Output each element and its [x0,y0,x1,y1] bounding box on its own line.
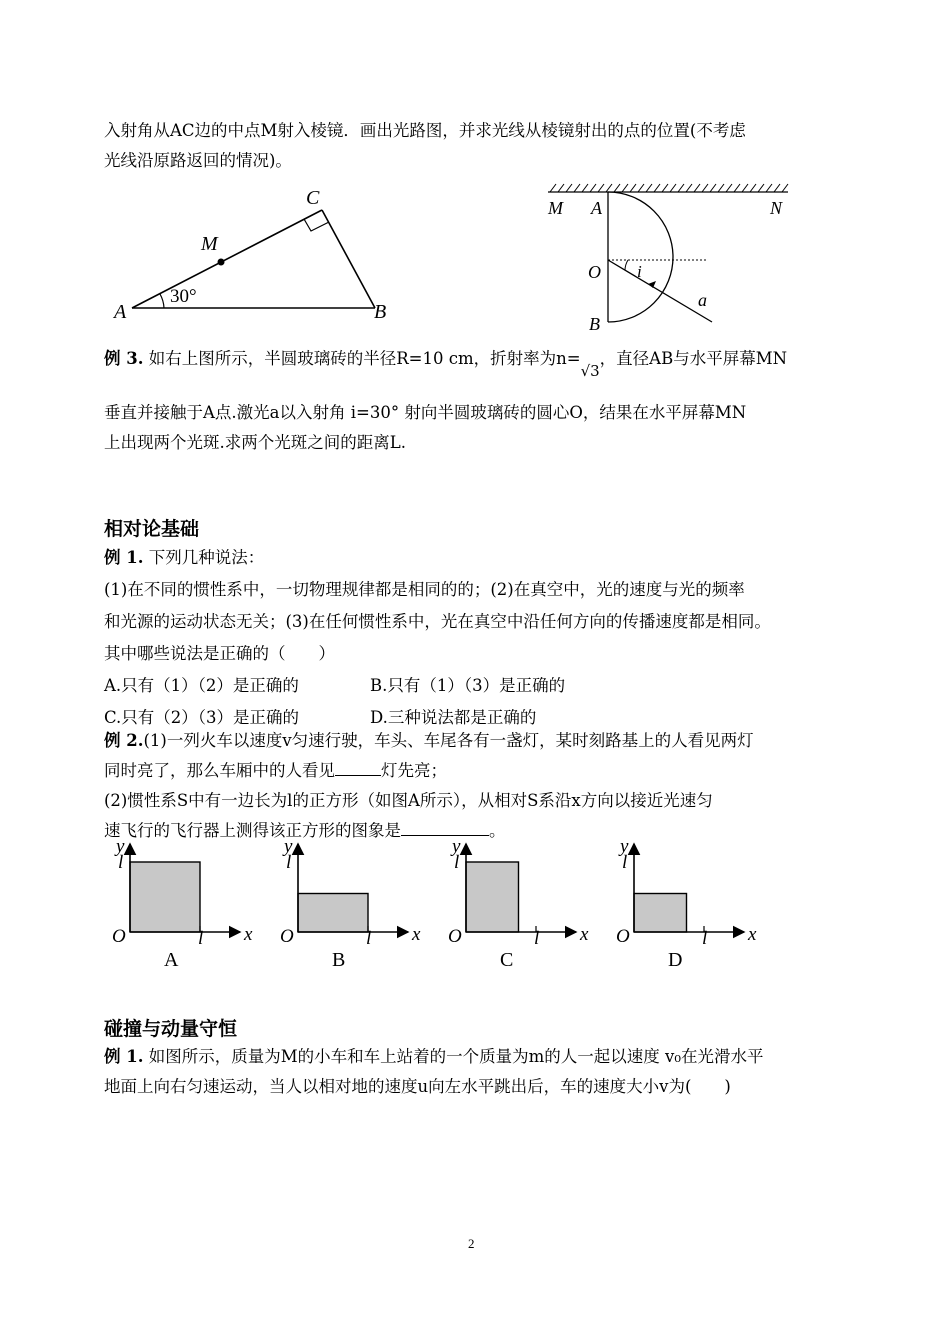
text-line: 其中哪些说法是正确的（ ） [104,644,335,663]
page-number: 2 [468,1236,475,1251]
example-text-tail: ，直径AB与水平屏幕MN [599,349,788,368]
figure-letter: A [164,949,179,971]
text-line: (1)在不同的惯性系中，一切物理规律都是相同的的；(2)在真空中，光的速度与光的频率 [104,580,745,599]
label-m: M [201,233,218,255]
text-line [104,756,854,786]
text-line: 垂直并接触于A点.激光a以入射角 i=30° 射向半圆玻璃砖的圆心O，结果在水平屏幕MN [104,403,747,422]
figure-letter: D [668,949,683,971]
figure-letter: B [332,949,346,971]
y-axis-label: y [452,836,461,857]
section-title-momentum: 碰撞与动量守恒 [104,1018,238,1040]
figure-semicircle-glass [540,182,800,334]
origin-label: O [280,926,294,947]
shaded-rectangle [634,894,687,933]
square-figure-a [112,836,253,971]
x-tick-label: l [366,928,372,949]
label-ray-a: a [698,290,707,310]
text-fragment: 灯先亮； [381,761,447,780]
label-b: B [589,314,600,334]
example-label: 例 3. [104,349,144,368]
label-m: M [548,198,563,218]
square-figure-c [448,836,589,971]
x-axis-label: x [412,924,421,945]
x-axis-label: x [748,924,757,945]
label-o: O [588,262,601,282]
x-axis-label: x [580,924,589,945]
sqrt-three: √3 [580,362,600,380]
origin-label: O [448,926,462,947]
x-tick-label: l [534,928,540,949]
text-line [104,542,854,574]
example-3 [104,344,854,380]
text-fragment: 速飞行的飞行器上测得该正方形的图象是 [104,821,401,840]
y-tick-label: l [622,852,628,873]
relativity-example-1 [104,542,854,734]
example-label: 例 2. [104,731,144,750]
square-figure-d [616,836,757,971]
paragraph-prism-continued [104,116,854,176]
option-b: B.只有（1）（3）是正确的 [370,676,566,695]
y-tick-label: l [118,852,124,873]
answer-blank [335,757,381,776]
section-title-relativity: 相对论基础 [104,518,200,540]
momentum-example-1 [104,1042,854,1102]
shaded-rectangle [466,862,519,932]
example-text: (1)一列火车以速度v匀速行驶，车头、车尾各有一盏灯，某时刻路基上的人看见两灯 [143,731,754,750]
example-label: 例 1. [104,1047,144,1066]
figure-triangle-prism [100,178,410,328]
label-b: B [374,301,387,323]
answer-blank [401,817,489,836]
example-text: 如右上图所示，半圆玻璃砖的半径R=10 cm，折射率为n= [148,349,581,368]
text-fragment: 。 [489,821,506,840]
text-line: (2)惯性系S中有一边长为l的正方形（如图A所示），从相对S系沿x方向以接近光速匀 [104,791,713,810]
relativity-example-2 [104,726,854,846]
text-line [104,344,854,380]
shaded-rectangle [298,894,368,933]
label-n: N [770,198,783,218]
option-d: D.三种说法都是正确的 [370,708,537,727]
figure-squares [100,836,780,972]
y-axis-label: y [620,836,629,857]
text-line: 地面上向右匀速运动，当人以相对地的速度u向左水平跳出后，车的速度大小v为( ) [104,1077,731,1096]
example-text: 如图所示，质量为M的小车和车上站着的一个质量为m的人一起以速度 v₀在光滑水平 [148,1047,764,1066]
x-axis-label: x [244,924,253,945]
text-line: 光线沿原路返回的情况)。 [104,151,292,170]
example-label: 例 1. [104,548,144,567]
label-angle: 30° [170,286,197,307]
y-axis-label: y [284,836,293,857]
shaded-rectangle [130,862,200,932]
option-c: C.只有（2）（3）是正确的 [104,708,300,727]
label-a: A [591,198,602,218]
origin-label: O [616,926,630,947]
text-line: 上出现两个光斑.求两个光斑之间的距离L. [104,433,406,452]
options-row [104,670,854,702]
label-i: i [637,262,642,281]
label-c: C [306,187,320,209]
text-fragment: 同时亮了，那么车厢中的人看见 [104,761,335,780]
origin-label: O [112,926,126,947]
x-tick-label: l [702,928,708,949]
option-a: A.只有（1）（2）是正确的 [104,676,299,695]
text-line [104,726,854,756]
y-axis-label: y [116,836,125,857]
text-line: 和光源的运动状态无关；(3)在任何惯性系中，光在真空中沿任何方向的传播速度都是相同。 [104,612,771,631]
text-line [104,1042,854,1072]
example-text: 下列几种说法： [148,548,265,567]
y-tick-label: l [454,852,460,873]
point-m-dot [218,259,225,266]
y-tick-label: l [286,852,292,873]
figure-letter: C [500,949,514,971]
x-tick-label: l [198,928,204,949]
text-line: 入射角从AC边的中点M射入棱镜．画出光路图，并求光线从棱镜射出的点的位置(不考虑 [104,121,746,140]
example-3-continued [104,398,854,458]
label-a: A [114,301,127,323]
square-figure-b [280,836,421,971]
